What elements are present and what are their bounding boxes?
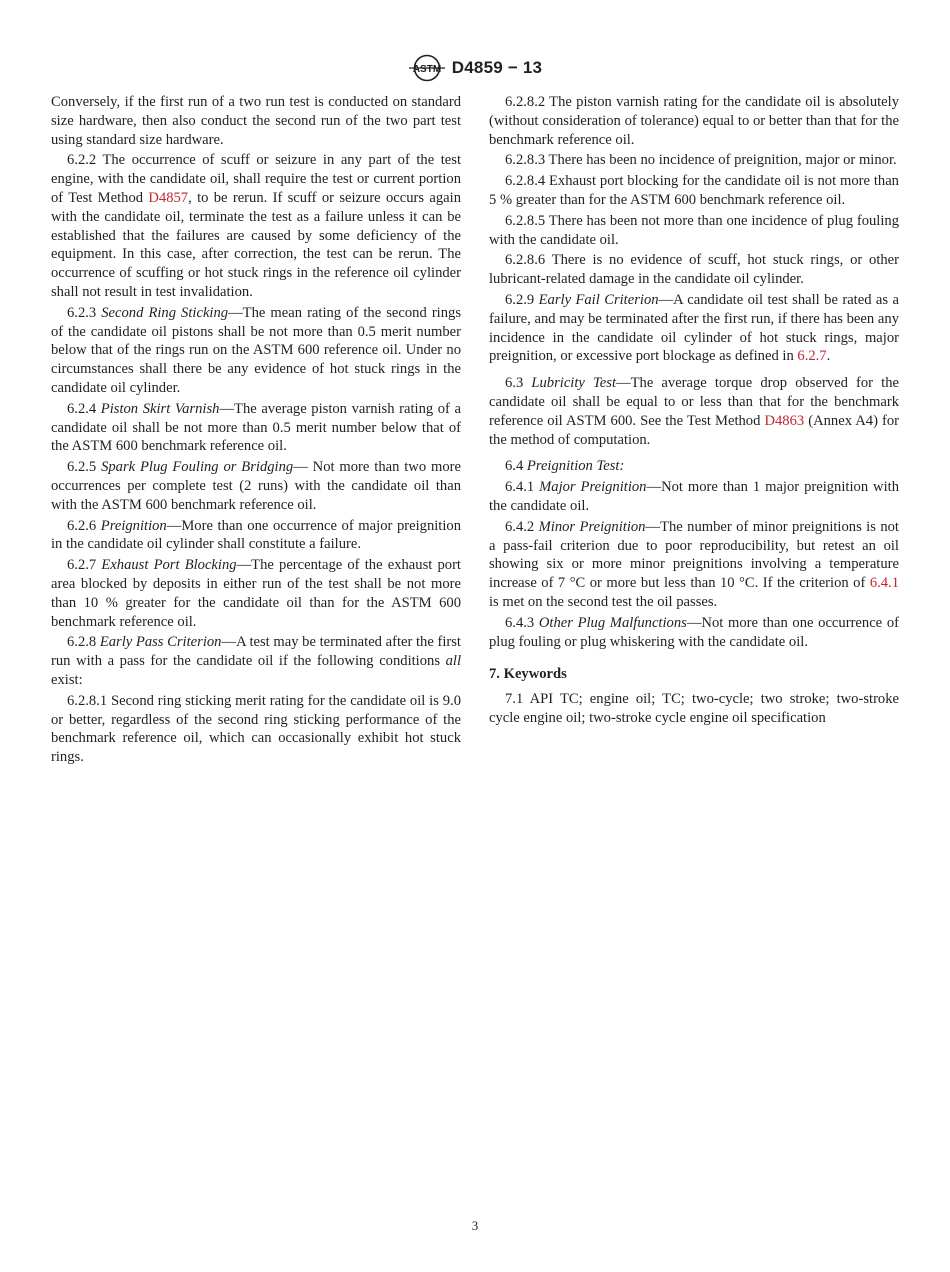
page-header (0, 54, 950, 82)
paragraph-6-2-8-1: 6.2.8.1 Second ring sticking merit rating for the candidate oil is 9.0 or better, regardless of the second ring sticking performance of the benchmark reference oil, which can occasionally exhibit hot stuck rings. (51, 692, 461, 766)
paragraph-7-1: 7.1 API TC; engine oil; TC; two-cycle; two stroke; two-stroke cycle engine oil; two-stroke cycle engine oil specification (489, 691, 899, 726)
paragraph-6-4-2: 6.4.2 Minor Preignition—The number of minor preignitions is not a pass-fail criterion due to poor reproducibility, but retest an oil showing six or more minor preignitions involving a temperature increase of 7 °C or more but less than 10 °C. If the criterion of 6.4.1 is met on the second test the oil passes. (489, 518, 899, 610)
paragraph-6-2-8-5: 6.2.8.5 There has been not more than one incidence of plug fouling with the candidate oil. (489, 212, 899, 248)
link-6-2-7[interactable]: 6.2.7 (797, 348, 827, 365)
paragraph-6-2-8-6: 6.2.8.6 There is no evidence of scuff, hot stuck rings, or other lubricant-related damage in the candidate oil cylinder. (489, 252, 900, 288)
paragraph-6-4-1: 6.4.1 Major Preignition—Not more than 1 major preignition with the candidate oil. (489, 479, 899, 514)
document-designation: D4859 − 13 (451, 58, 543, 77)
paragraph-6-2-6: 6.2.6 Preignition—More than one occurrence of major preignition in the candidate oil cylinder shall constitute a failure. (51, 517, 461, 553)
section-heading-keywords: 7. Keywords (489, 666, 567, 683)
paragraph-continuation: Conversely, if the first run of a two run test is conducted on standard size hardware, then also conduct the second run of the two part test using standard size hardware. (51, 94, 461, 148)
paragraph-6-2-5: 6.2.5 Spark Plug Fouling or Bridging— Not more than two more occurrences per complete test (2 runs) with the candidate oil than with the ASTM 600 benchmark reference oil. (51, 459, 461, 513)
link-d4863[interactable]: D4863 (764, 412, 805, 429)
link-6-4-1[interactable]: 6.4.1 (869, 575, 899, 592)
paragraph-6-4: 6.4 Preignition Test: (505, 458, 625, 475)
paragraph-6-4-3: 6.4.3 Other Plug Malfunctions—Not more than one occurrence of plug fouling or plug whiskering with the candidate oil. (489, 614, 899, 650)
paragraph-6-2-3: 6.2.3 Second Ring Sticking—The mean rating of the second rings of the candidate oil pistons shall be not more than 0.5 merit number below that of the rings run on the ASTM 600 reference oil. Under no circumstances shall there be any evidence of hot stuck rings in the candidate oil cylinder. (51, 304, 462, 396)
paragraph-6-2-8-2: 6.2.8.2 The piston varnish rating for the candidate oil is absolutely (without consideration of tolerance) equal to or better than that for the benchmark reference oil. (489, 94, 899, 148)
link-d4857[interactable]: D4857 (148, 189, 189, 206)
left-column (51, 93, 461, 769)
paragraph-6-2-2: 6.2.2 The occurrence of scuff or seizure in any part of the test engine, with the candidate oil, shall require the test or current portion of Test Method D4857, to be rerun. If scuff or seizure occurs again with the candidate oil, terminate the test as a failure unless it can be established that the failures are caused by some deficiency of the equipment. In this case, after correction, the test can be rerun. The occurrence of scuffing or hot stuck rings in the reference oil cylinder shall not result in test invalidation. (51, 152, 461, 300)
svg-text:ASTM: ASTM (412, 64, 441, 75)
paragraph-6-3: 6.3 Lubricity Test—The average torque drop observed for the candidate oil shall be equal to or less than that for the benchmark reference oil ASTM 600. See the Test Method D4863 (Annex A4) for the method of computation. (489, 375, 899, 448)
paragraph-6-2-7: 6.2.7 Exhaust Port Blocking—The percentage of the exhaust port area blocked by deposits in either run of the test shall be not more than 10 % greater for the candidate oil than for the ASTM 600 benchmark reference oil. (51, 557, 461, 630)
paragraph-6-2-9: 6.2.9 Early Fail Criterion—A candidate oil test shall be rated as a failure, and may be terminated after the first run, if there has been any incidence in the candidate oil cylinder of hot stuck rings, major preignition, or excessive port blockage as defined in 6.2.7. (489, 291, 899, 365)
page-number: 3 (471, 1218, 479, 1233)
paragraph-6-2-4: 6.2.4 Piston Skirt Varnish—The average piston varnish rating of a candidate oil shall be not more than 0.5 merit number below that of the ASTM 600 benchmark reference oil. (51, 400, 461, 455)
paragraph-6-2-8-3: 6.2.8.3 There has been no incidence of preignition, major or minor. (505, 152, 897, 169)
right-column (489, 93, 899, 730)
paragraph-6-2-8: 6.2.8 Early Pass Criterion—A test may be terminated after the first run with a pass for the candidate oil if the following conditions all exist: (51, 634, 461, 688)
astm-logo-icon (408, 54, 446, 82)
paragraph-6-2-8-4: 6.2.8.4 Exhaust port blocking for the candidate oil is not more than 5 % greater than for the ASTM 600 benchmark reference oil. (489, 173, 899, 208)
